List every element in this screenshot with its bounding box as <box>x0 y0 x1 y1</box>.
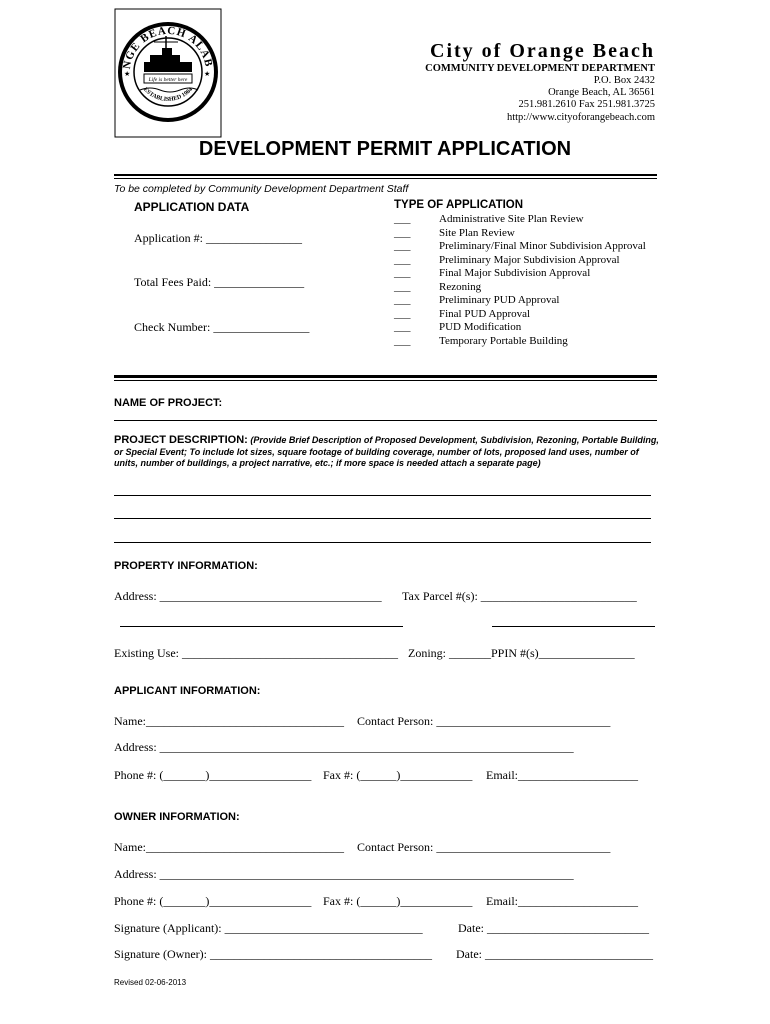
city-seal-logo <box>114 8 222 138</box>
application-type-option[interactable]: ___ Preliminary PUD Approval <box>394 294 560 306</box>
phone-fax: 251.981.2610 Fax 251.981.3725 <box>518 99 655 111</box>
application-type-option[interactable]: ___ Final Major Subdivision Approval <box>394 267 591 279</box>
applicant-address-field[interactable]: Address: _____________________________________________________________________ <box>114 740 574 754</box>
owner-address-field[interactable]: Address: _____________________________________________________________________ <box>114 867 574 881</box>
tax-parcel-field[interactable]: Tax Parcel #(s): __________________________ <box>402 589 637 603</box>
tax-parcel-line-2[interactable] <box>492 626 655 627</box>
check-number-field[interactable]: Check Number: ________________ <box>134 320 310 334</box>
project-name-heading: NAME OF PROJECT: <box>114 397 223 409</box>
application-type-option[interactable]: ___ Rezoning <box>394 280 482 293</box>
city-state-zip: Orange Beach, AL 36561 <box>548 87 655 99</box>
application-type-option[interactable]: ___ Preliminary Major Subdivision Approval <box>394 253 620 266</box>
applicant-information-heading: APPLICANT INFORMATION: <box>114 685 261 697</box>
svg-text:ESTABLISHED 1984: ESTABLISHED 1984 <box>142 86 194 103</box>
divider <box>114 174 657 176</box>
owner-signature-date-field[interactable]: Date: ____________________________ <box>456 947 653 961</box>
application-type-option[interactable]: ___ Site Plan Review <box>394 226 515 239</box>
applicant-signature-date-field[interactable]: Date: ___________________________ <box>458 921 649 935</box>
project-description-line[interactable] <box>114 518 651 519</box>
staff-note: To be completed by Community Development Department Staff <box>114 183 409 195</box>
project-description-line[interactable] <box>114 495 651 496</box>
divider <box>114 375 657 378</box>
revision-date: Revised 02-06-2013 <box>114 978 187 987</box>
application-type-option[interactable]: ___ Administrative Site Plan Review <box>394 213 584 225</box>
divider <box>114 380 657 381</box>
application-data-heading: APPLICATION DATA <box>134 200 250 214</box>
application-type-option[interactable]: ___ Preliminary/Final Minor Subdivision Approval <box>394 240 646 252</box>
page-title: DEVELOPMENT PERMIT APPLICATION <box>198 138 572 160</box>
po-box: P.O. Box 2432 <box>593 75 655 86</box>
applicant-email-field[interactable]: Email:____________________ <box>486 768 638 782</box>
applicant-signature-field[interactable]: Signature (Applicant): _________________________________ <box>114 921 423 935</box>
owner-phone-field[interactable]: Phone #: (_______)_________________ <box>114 894 312 908</box>
owner-contact-field[interactable]: Contact Person: _____________________________ <box>357 840 611 854</box>
owner-signature-field[interactable]: Signature (Owner): _____________________________________ <box>114 947 432 961</box>
property-address-line-2[interactable] <box>120 626 403 627</box>
applicant-phone-field[interactable]: Phone #: (_______)_________________ <box>114 768 312 782</box>
applicant-name-field[interactable]: Name:_________________________________ <box>114 714 344 728</box>
city-name: City of Orange Beach <box>430 40 655 62</box>
owner-name-field[interactable]: Name:_________________________________ <box>114 840 344 854</box>
type-of-application-list <box>394 213 646 348</box>
application-type-option[interactable]: ___ Final PUD Approval <box>394 307 531 320</box>
zoning-ppin-field[interactable]: Zoning: _______PPIN #(s)________________ <box>408 646 635 660</box>
applicant-contact-field[interactable]: Contact Person: _____________________________ <box>357 714 611 728</box>
project-description-heading: PROJECT DESCRIPTION: <box>114 434 248 446</box>
owner-fax-field[interactable]: Fax #: (______)____________ <box>323 894 473 908</box>
svg-text:ORANGE BEACH ALABAMA: NGE BEACH ALAB <box>120 24 215 71</box>
svg-text:Life is better here: Life is better here <box>148 77 188 83</box>
existing-use-field[interactable]: Existing Use: ____________________________________ <box>114 646 398 660</box>
owner-email-field[interactable]: Email:____________________ <box>486 894 638 908</box>
type-of-application-heading: TYPE OF APPLICATION <box>394 199 524 211</box>
project-description-instructions: PROJECT DESCRIPTION: (Provide Brief Description of Proposed Development, Subdivision, Rezoning, Portable Building, or Special Event; To include lot sizes, square footage of building coverage, number of lots, proposed land uses, number of units, number of buildings, a project narrative, etc.; if more space is needed attach a separate page) <box>114 434 659 469</box>
application-number-field[interactable]: Application #: ________________ <box>134 231 302 245</box>
owner-information-heading: OWNER INFORMATION: <box>114 811 240 823</box>
total-fees-field[interactable]: Total Fees Paid: _______________ <box>134 275 305 289</box>
svg-text:★: ★ <box>204 70 211 78</box>
svg-text:★: ★ <box>124 70 131 78</box>
applicant-fax-field[interactable]: Fax #: (______)____________ <box>323 768 473 782</box>
divider <box>114 178 657 179</box>
department-name: COMMUNITY DEVELOPMENT DEPARTMENT <box>425 63 655 74</box>
property-address-field[interactable]: Address: _____________________________________ <box>114 589 382 603</box>
application-type-option[interactable]: ___ Temporary Portable Building <box>394 334 568 347</box>
property-information-heading: PROPERTY INFORMATION: <box>114 560 258 572</box>
department-contact-block <box>425 40 655 124</box>
project-description-line[interactable] <box>114 542 651 543</box>
website-link[interactable]: http://www.cityoforangebeach.com <box>506 111 655 123</box>
project-name-line[interactable] <box>114 420 657 421</box>
application-type-option[interactable]: ___ PUD Modification <box>394 321 522 333</box>
